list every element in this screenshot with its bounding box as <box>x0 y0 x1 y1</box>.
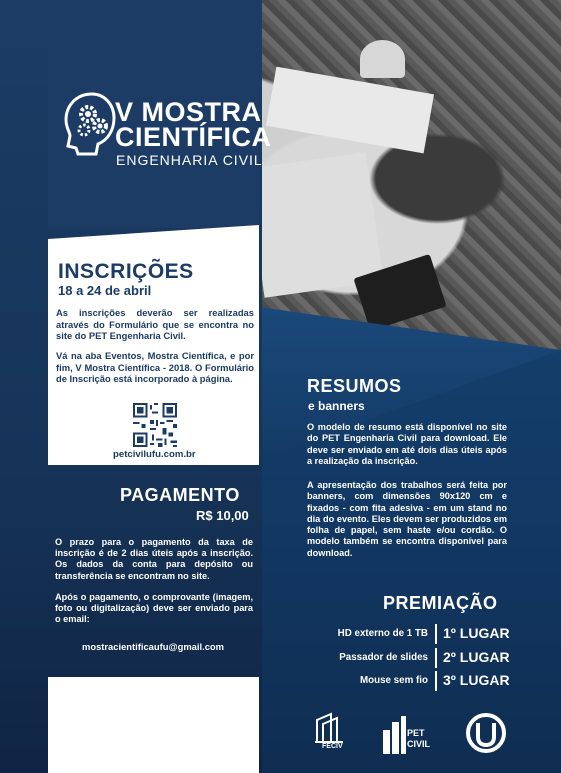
event-subtitle: ENGENHARIA CIVIL <box>116 152 263 168</box>
premiacao-title: PREMIAÇÃO <box>383 593 498 613</box>
prize-row-1 <box>300 624 510 644</box>
pagamento-value: R$ 10,00 <box>196 508 249 523</box>
prize-row-3 <box>300 671 510 691</box>
pagamento-paragraph-2: Após o pagamento, o comprovante (imagem, foto ou digitalização) deve ser enviado para o email: <box>55 592 253 625</box>
event-title <box>115 97 272 152</box>
pagamento-title: PAGAMENTO <box>120 485 240 505</box>
prize-divider <box>435 671 437 691</box>
prize-place: 3º LUGAR <box>443 672 510 688</box>
resumos-paragraph-2: A apresentação dos trabalhos será feita por banners, com dimensões 90x120 cm e fixados - com fita adesiva - em um stand no dia do evento. Eles devem ser produzidos em folha de papel, sem haste e/ou cordão. O modelo também se encontra disponível para download. <box>307 480 507 558</box>
event-title-line2: CIENTÍFICA <box>115 122 272 152</box>
contact-email-link[interactable]: mostracientificaufu@gmail.com <box>82 641 224 652</box>
prize-divider <box>435 624 437 644</box>
feciv-logo-text: FECIV <box>322 743 343 750</box>
inscricoes-date: 18 a 24 de abril <box>58 283 152 298</box>
qr-code-icon[interactable] <box>133 403 177 447</box>
prize-place: 1º LUGAR <box>443 625 510 641</box>
prize-item: HD externo de 1 TB <box>337 628 428 639</box>
resumos-paragraph-1: O modelo de resumo está disponível no site do PET Engenharia Civil para download. Ele deve ser enviado em até dois dias úteis após a realização da inscrição. <box>307 422 507 466</box>
pagamento-paragraph-1: O prazo para o pagamento da taxa de inscrição é de 2 dias úteis após a inscrição. Os dados da conta para depósito ou transferência se encontram no site. <box>55 537 253 581</box>
resumos-title: RESUMOS <box>307 376 402 396</box>
site-url-link[interactable]: petcivilufu.com.br <box>113 449 196 460</box>
pet-logo-text: PET <box>407 728 425 738</box>
inscricoes-paragraph-2: Vá na aba Eventos, Mostra Científica, e por fim, V Mostra Científica - 2018. O Formulário de Inscrição está incorporado à página. <box>56 350 254 384</box>
feciv-logo-icon <box>313 712 355 762</box>
head-gears-icon <box>62 92 116 156</box>
inscricoes-paragraph-1: As inscrições deverão ser realizadas através do Formulário que se encontra no site do PET Engenharia Civil. <box>56 307 254 341</box>
prize-item: Mouse sem fio <box>359 675 428 686</box>
prize-item: Passador de slides <box>339 652 428 663</box>
bottom-white-box <box>48 677 259 773</box>
civil-logo-text: CIVIL <box>407 739 431 749</box>
resumos-subtitle: e banners <box>308 399 365 413</box>
inscricoes-title: INSCRIÇÕES <box>58 260 194 283</box>
ufu-logo-icon <box>466 713 506 753</box>
prize-place: 2º LUGAR <box>443 649 510 665</box>
event-title-line1: V MOSTRA <box>115 97 262 127</box>
prize-row-2 <box>300 648 510 668</box>
prize-divider <box>435 648 437 668</box>
